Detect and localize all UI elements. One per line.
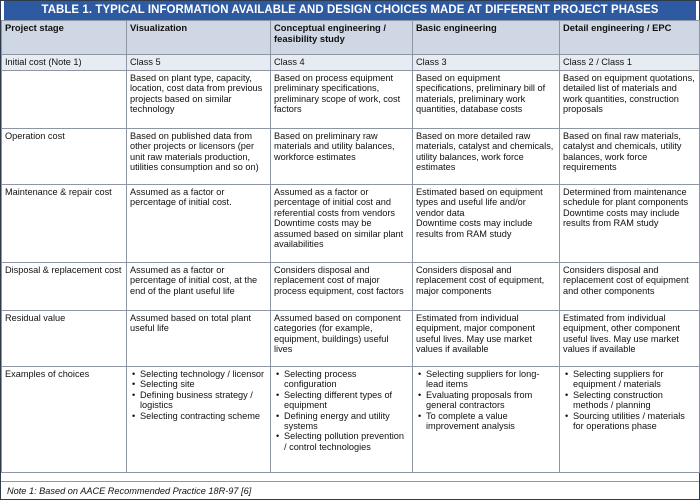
maintenance-text: Assumed as a factor or percentage of initial cost and referential costs from vendors	[274, 187, 396, 218]
table-cell	[413, 367, 560, 473]
downtime-text: Downtime costs may include results from RAM study	[563, 207, 680, 229]
class-cell: Class 5	[127, 55, 271, 71]
table-note: Note 1: Based on AACE Recommended Practice 18R-97 [6]	[1, 481, 699, 500]
table-cell	[127, 367, 271, 473]
table-cell: Based on preliminary raw materials and utility balances, workforce estimates	[271, 129, 413, 185]
list-item: • Defining energy and utility systems	[284, 411, 409, 432]
row-label: Residual value	[2, 311, 127, 367]
table-cell: Based on published data from other projects or licensors (per unit raw materials production, utilities consumption and so on)	[127, 129, 271, 185]
class-cell: Class 2 / Class 1	[560, 55, 700, 71]
table-cell: Considers disposal and replacement cost of equipment and other components	[560, 263, 700, 311]
list-item: • Selecting different types of equipment	[284, 390, 409, 411]
list-item: • Selecting construction methods / planning	[573, 390, 696, 411]
table-cell	[271, 367, 413, 473]
initial-cost-row	[2, 55, 700, 71]
row-label	[2, 71, 127, 129]
downtime-text: Downtime costs may be assumed based on similar plant availabilities	[274, 218, 404, 250]
list-item: • Defining business strategy / logistics	[140, 390, 267, 411]
table-cell	[127, 185, 271, 263]
table-cell: Considers disposal and replacement cost of major process equipment, cost factors	[271, 263, 413, 311]
list-item: • Selecting contracting scheme	[140, 411, 267, 421]
list-item: • To complete a value improvement analysis	[426, 411, 556, 432]
class-cell: Class 4	[271, 55, 413, 71]
examples-row	[2, 367, 700, 473]
table-cell: Based on process equipment preliminary specifications, preliminary scope of work, cost factors	[271, 71, 413, 129]
row-label: Disposal & replacement cost	[2, 263, 127, 311]
table-cell: Based on more detailed raw materials, catalyst and chemicals, utility balances, work force estimates	[413, 129, 560, 185]
table-cell	[413, 185, 560, 263]
table-cell: Based on equipment quotations, detailed list of materials and work quantities, construction proposals	[560, 71, 700, 129]
choices-list	[563, 369, 696, 431]
disposal-row	[2, 263, 700, 311]
row-label: Operation cost	[2, 129, 127, 185]
maintenance-row	[2, 185, 700, 263]
header-visualization: Visualization	[127, 21, 271, 55]
row-label: Examples of choices	[2, 367, 127, 473]
table-cell: Estimated from individual equipment, other component useful lives. May use market values if available	[560, 311, 700, 367]
table-cell: Based on final raw materials, catalyst and chemicals, utility balances, work force requirements	[560, 129, 700, 185]
choices-list	[416, 369, 556, 431]
header-basic: Basic engineering	[413, 21, 560, 55]
list-item: • Selecting technology / licensor	[140, 369, 267, 379]
row-label: Maintenance & repair cost	[2, 185, 127, 263]
header-row	[2, 21, 700, 55]
list-item: • Evaluating proposals from general contractors	[426, 390, 556, 411]
table-cell	[271, 185, 413, 263]
choices-list	[274, 369, 409, 452]
list-item: • Selecting pollution prevention / control technologies	[284, 431, 409, 452]
header-project-stage: Project stage	[2, 21, 127, 55]
maintenance-text: Estimated based on equipment types and useful life and/or vendor data	[416, 187, 543, 218]
table-cell: Assumed based on component categories (for example, equipment, buildings) useful lives	[271, 311, 413, 367]
table-cell	[560, 185, 700, 263]
residual-row	[2, 311, 700, 367]
maintenance-text: Assumed as a factor or percentage of initial cost.	[130, 187, 232, 208]
choices-list	[130, 369, 267, 421]
table-cell: Based on plant type, capacity, location, cost data from previous projects based on similar technology	[127, 71, 271, 129]
list-item: • Sourcing utilities / materials for operations phase	[573, 411, 696, 432]
table-title: TABLE 1. TYPICAL INFORMATION AVAILABLE AND DESIGN CHOICES MADE AT DIFFERENT PROJECT PHASES	[4, 1, 696, 20]
table-cell: Estimated from individual equipment, major component useful lives. May use market values if available	[413, 311, 560, 367]
basis-row	[2, 71, 700, 129]
table-cell	[560, 367, 700, 473]
maintenance-text: Determined from maintenance schedule for plant components	[563, 187, 689, 208]
list-item: • Selecting suppliers for long-lead items	[426, 369, 556, 390]
row-label: Initial cost (Note 1)	[2, 55, 127, 71]
list-item: • Selecting process configuration	[284, 369, 409, 390]
downtime-text: Downtime costs may include results from RAM study	[416, 218, 533, 239]
header-conceptual: Conceptual engineering / feasibility study	[271, 21, 413, 55]
list-item: • Selecting suppliers for equipment / materials	[573, 369, 696, 390]
operation-row	[2, 129, 700, 185]
table-cell: Assumed as a factor or percentage of initial cost, at the end of the plant useful life	[127, 263, 271, 311]
header-detail: Detail engineering / EPC	[560, 21, 700, 55]
table-cell: Based on equipment specifications, preliminary bill of materials, preliminary work quantities, database costs	[413, 71, 560, 129]
phases-table	[1, 20, 700, 473]
list-item: • Selecting site	[140, 379, 267, 389]
class-cell: Class 3	[413, 55, 560, 71]
table-cell: Assumed based on total plant useful life	[127, 311, 271, 367]
table-cell: Considers disposal and replacement cost of equipment, major components	[413, 263, 560, 311]
